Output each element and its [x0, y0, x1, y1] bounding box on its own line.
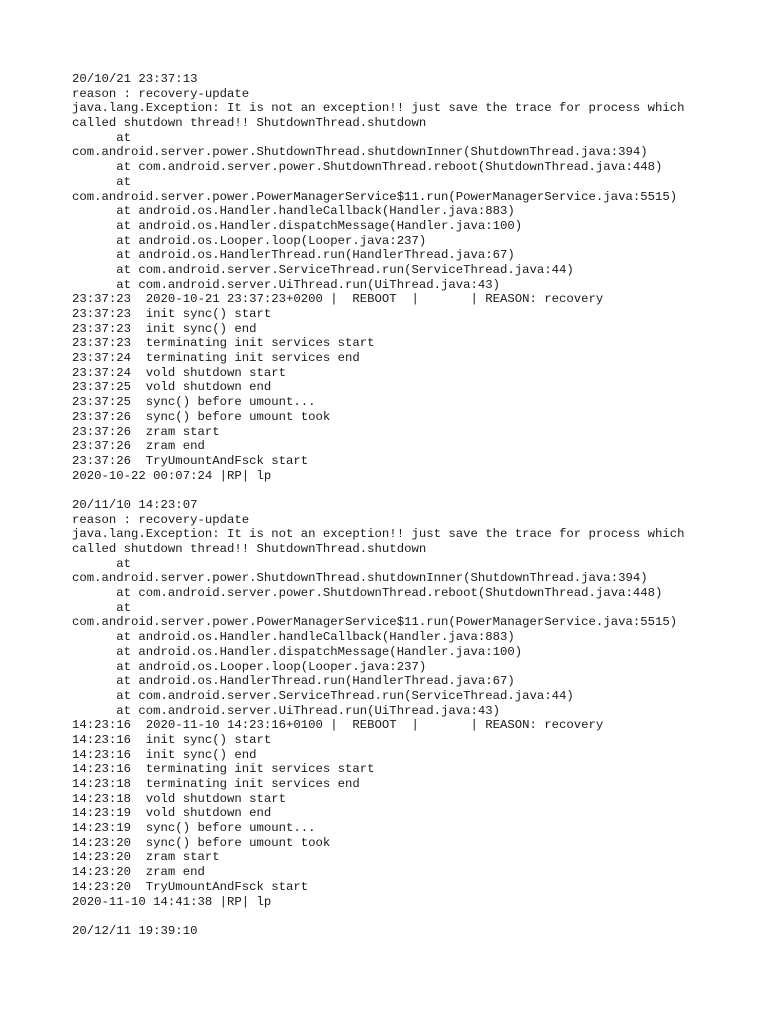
log-entry [72, 924, 712, 939]
log-line: at com.android.server.power.ShutdownThread.reboot(ShutdownThread.java:448) [72, 586, 663, 601]
log-line: reason : recovery-update [72, 86, 250, 101]
log-line: java.lang.Exception: It is not an exception!! just save the trace for process which [72, 101, 685, 116]
log-line: 2020-11-10 14:41:38 |RP| lp [72, 894, 272, 909]
log-line: 23:37:26 zram end [72, 439, 205, 454]
log-entry [72, 498, 712, 909]
log-line: 14:23:20 zram start [72, 850, 220, 865]
log-line: at android.os.Handler.handleCallback(Handler.java:883) [72, 204, 515, 219]
log-line: 14:23:20 zram end [72, 865, 205, 880]
log-line: 14:23:16 init sync() start [72, 732, 272, 747]
log-line: 14:23:16 terminating init services start [72, 762, 375, 777]
log-line: at android.os.Handler.dispatchMessage(Handler.java:100) [72, 218, 523, 233]
log-line: reason : recovery-update [72, 512, 250, 527]
log-line: at com.android.server.UiThread.run(UiThread.java:43) [72, 703, 501, 718]
log-line: at [72, 600, 132, 615]
log-line: java.lang.Exception: It is not an exception!! just save the trace for process which [72, 527, 685, 542]
log-line: 20/11/10 14:23:07 [72, 497, 198, 512]
log-line: 23:37:25 sync() before umount... [72, 395, 316, 410]
log-line: at android.os.HandlerThread.run(HandlerThread.java:67) [72, 248, 515, 263]
log-line: com.android.server.power.PowerManagerService$11.run(PowerManagerService.java:5515) [72, 189, 678, 204]
log-line: at [72, 556, 132, 571]
log-line: at [72, 130, 132, 145]
log-line: at android.os.Looper.loop(Looper.java:237) [72, 659, 427, 674]
log-line: 23:37:23 init sync() end [72, 321, 257, 336]
log-line: called shutdown thread!! ShutdownThread.shutdown [72, 542, 427, 556]
entry-separator [72, 909, 712, 924]
log-line: 20/10/21 23:37:13 [72, 72, 198, 86]
log-line: 23:37:26 sync() before umount took [72, 409, 331, 424]
log-line: at android.os.HandlerThread.run(HandlerThread.java:67) [72, 674, 515, 689]
log-line: com.android.server.power.PowerManagerService$11.run(PowerManagerService.java:5515) [72, 615, 678, 630]
log-line: at com.android.server.ServiceThread.run(ServiceThread.java:44) [72, 688, 574, 703]
log-line: called shutdown thread!! ShutdownThread.shutdown [72, 116, 427, 131]
log-line: 23:37:24 vold shutdown start [72, 365, 287, 380]
log-line: 23:37:23 terminating init services start [72, 336, 375, 351]
log-entry [72, 72, 712, 483]
log-line: at com.android.server.UiThread.run(UiThread.java:43) [72, 277, 501, 292]
log-line: at com.android.server.power.ShutdownThread.reboot(ShutdownThread.java:448) [72, 160, 663, 175]
log-line: 2020-10-22 00:07:24 |RP| lp [72, 468, 272, 483]
log-line: 20/12/11 19:39:10 [72, 923, 198, 938]
log-line: 23:37:26 zram start [72, 424, 220, 439]
log-line: at com.android.server.ServiceThread.run(ServiceThread.java:44) [72, 262, 574, 277]
log-line: 23:37:23 init sync() start [72, 307, 272, 321]
log-line: 14:23:18 vold shutdown start [72, 791, 287, 806]
log-line: 23:37:25 vold shutdown end [72, 380, 272, 395]
log-line: com.android.server.power.ShutdownThread.shutdownInner(ShutdownThread.java:394) [72, 571, 648, 586]
log-line: 23:37:26 TryUmountAndFsck start [72, 453, 309, 468]
log-line: at android.os.Looper.loop(Looper.java:237) [72, 233, 427, 248]
log-line: 14:23:16 2020-11-10 14:23:16+0100 | REBOOT | | REASON: recovery [72, 718, 604, 733]
log-line: 23:37:24 terminating init services end [72, 351, 360, 366]
log-line: 23:37:23 2020-10-21 23:37:23+0200 | REBOOT | | REASON: recovery [72, 292, 604, 307]
log-line: com.android.server.power.ShutdownThread.shutdownInner(ShutdownThread.java:394) [72, 145, 648, 160]
log-line: at android.os.Handler.handleCallback(Handler.java:883) [72, 630, 515, 645]
log-line: 14:23:19 vold shutdown end [72, 806, 272, 821]
entry-separator [72, 483, 712, 498]
log-line: at android.os.Handler.dispatchMessage(Handler.java:100) [72, 644, 523, 659]
log-line: 14:23:20 TryUmountAndFsck start [72, 879, 309, 894]
log-line: 14:23:19 sync() before umount... [72, 821, 316, 836]
log-line: at [72, 174, 132, 189]
log-line: 14:23:16 init sync() end [72, 747, 257, 762]
log-line: 14:23:18 terminating init services end [72, 777, 360, 791]
log-document [72, 72, 712, 939]
log-line: 14:23:20 sync() before umount took [72, 835, 331, 850]
